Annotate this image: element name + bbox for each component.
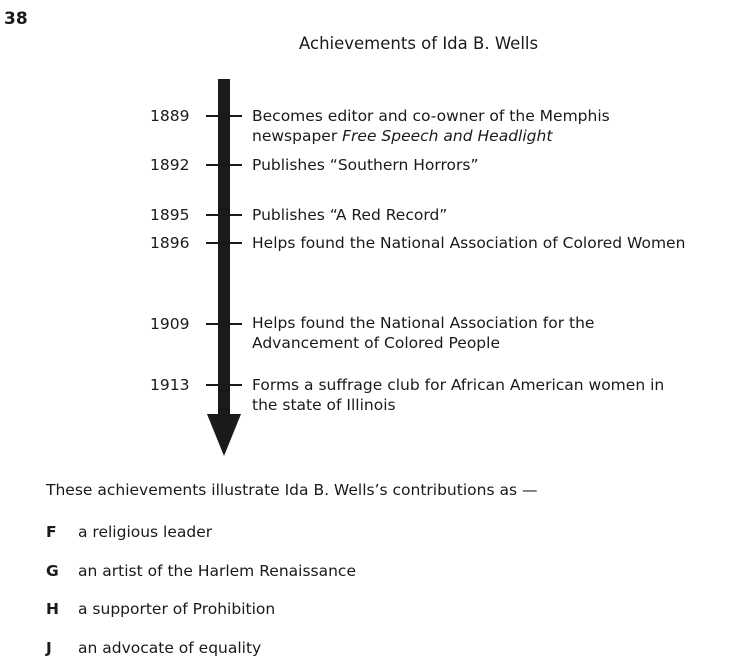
year-1889: 1889	[150, 107, 190, 125]
choice-text: an advocate of equality	[78, 639, 262, 657]
event-1909	[252, 313, 594, 353]
event-1896	[252, 233, 685, 253]
choice-letter: H	[46, 600, 59, 618]
event-1913-line-1: Forms a suffrage club for African American women in	[252, 376, 665, 394]
choice-letter: F	[46, 523, 57, 541]
choice-text: a religious leader	[78, 523, 213, 541]
event-1892	[252, 155, 478, 175]
event-1896-line-1: Helps found the National Association of Colored Women	[252, 234, 686, 252]
answer-choice-f[interactable]	[46, 523, 212, 541]
year-1909: 1909	[150, 315, 190, 333]
event-1895	[252, 205, 447, 225]
year-1896: 1896	[150, 234, 190, 252]
choice-text: a supporter of Prohibition	[78, 600, 276, 618]
question-stem: These achievements illustrate Ida B. Wells’s contributions as —	[46, 481, 538, 499]
event-1889	[252, 106, 610, 146]
choice-letter: J	[46, 639, 52, 657]
event-1889-line-1: Becomes editor and co-owner of the Memphis	[252, 107, 610, 125]
event-1892-line-1: Publishes “Southern Horrors”	[252, 156, 479, 174]
timeline-arrow-shaft	[218, 79, 230, 419]
event-1909-line-1: Helps found the National Association for the	[252, 314, 595, 332]
year-1892: 1892	[150, 156, 190, 174]
event-1913	[252, 375, 664, 415]
choice-letter: G	[46, 562, 59, 580]
timeline-title: Achievements of Ida B. Wells	[299, 34, 539, 53]
answer-choice-g[interactable]	[46, 562, 356, 580]
event-1913-line-2: the state of Illinois	[252, 396, 396, 414]
answer-choice-h[interactable]	[46, 600, 275, 618]
choice-text: an artist of the Harlem Renaissance	[78, 562, 356, 580]
answer-choice-j[interactable]	[46, 639, 261, 657]
question-number: 38	[4, 9, 28, 29]
event-1895-line-1: Publishes “A Red Record”	[252, 206, 448, 224]
year-1895: 1895	[150, 206, 190, 224]
event-1909-line-2: Advancement of Colored People	[252, 334, 500, 352]
event-1889-line-2-prefix: newspaper	[252, 127, 343, 145]
newspaper-name: Free Speech and Headlight	[342, 127, 553, 145]
timeline-arrow-head	[207, 414, 241, 456]
year-1913: 1913	[150, 376, 190, 394]
event-1889-line-2	[252, 126, 610, 146]
